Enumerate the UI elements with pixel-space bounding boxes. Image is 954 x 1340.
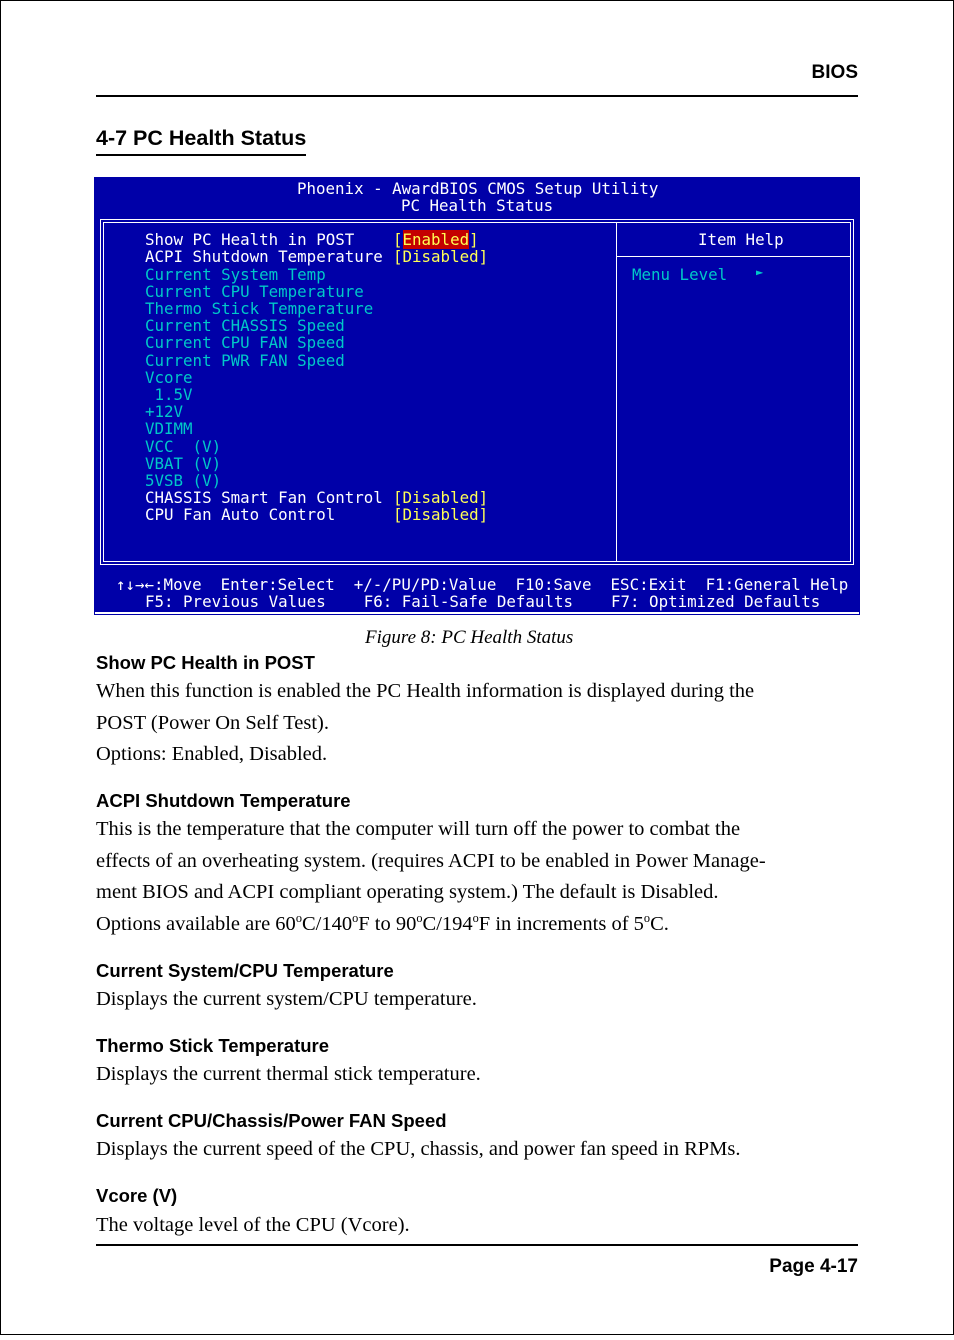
paragraph-thermo-stick: [96, 1059, 858, 1091]
section-title: 4-7 PC Health Status: [96, 126, 306, 156]
bios-key-legend-line1: ↑↓→←:Move Enter:Select +/-/PU/PD:Value F10:Save ESC:Exit F1:General Help: [116, 575, 849, 594]
heading-fan-speed: Current CPU/Chassis/Power FAN Speed: [96, 1110, 447, 1131]
bios-item-cpu-temp: Current CPU Temperature: [145, 282, 364, 301]
bios-item-1-5v: 1.5V: [145, 385, 193, 404]
bios-item-chassis-speed: Current CHASSIS Speed: [145, 316, 345, 335]
bios-item-vcore: Vcore: [145, 368, 193, 387]
heading-acpi-shutdown: ACPI Shutdown Temperature: [96, 790, 351, 811]
bios-item-vbat: VBAT (V): [145, 454, 222, 473]
bios-screen: [95, 178, 859, 614]
bios-key-legend-line2: F5: Previous Values F6: Fail-Safe Defaults F7: Optimized Defaults: [145, 592, 821, 611]
text-line: Displays the current system/CPU temperature.: [96, 988, 477, 1010]
bios-item-help-title: Item Help: [698, 230, 784, 249]
bios-item-cpu-fan-auto-value[interactable]: [Disabled]: [393, 505, 489, 524]
text-line: effects of an overheating system. (requires ACPI to be enabled in Power Manage-: [96, 849, 766, 872]
bios-item-acpi-shutdown-label[interactable]: ACPI Shutdown Temperature: [145, 247, 383, 266]
bios-item-system-temp: Current System Temp: [145, 265, 326, 284]
paragraph-fan-speed: [96, 1134, 858, 1166]
options-line: Options available are 60$^o$C/140$^o$F to 90$^o$C/194$^o$F in increments of 5$^o$C.: [96, 910, 669, 935]
paragraph-acpi-shutdown: [96, 814, 858, 940]
text-line: Displays the current speed of the CPU, chassis, and power fan speed in RPMs.: [96, 1138, 741, 1160]
paragraph-show-pc-health: [96, 676, 858, 771]
text-line: Options: Enabled, Disabled.: [96, 743, 328, 765]
heading-show-pc-health: Show PC Health in POST: [96, 652, 315, 673]
text-line: POST (Power On Self Test).: [96, 711, 329, 734]
bios-help-title-divider: [617, 256, 851, 257]
bios-item-pwr-fan-speed: Current PWR FAN Speed: [145, 351, 345, 370]
running-header: BIOS: [811, 62, 858, 83]
bios-item-show-pc-health-label[interactable]: Show PC Health in POST: [145, 230, 355, 249]
bios-item-5vsb: 5VSB (V): [145, 471, 222, 490]
heading-current-temp: Current System/CPU Temperature: [96, 960, 394, 981]
bios-item-thermo-stick: Thermo Stick Temperature: [145, 299, 374, 318]
paragraph-vcore: [96, 1210, 858, 1242]
figure-caption: Figure 8: PC Health Status: [365, 627, 574, 648]
heading-thermo-stick: Thermo Stick Temperature: [96, 1035, 330, 1056]
bios-help-divider: [616, 222, 617, 562]
text-line: ment BIOS and ACPI compliant operating system.) The default is Disabled.: [96, 881, 719, 903]
text-line: This is the temperature that the computer will turn off the power to combat the: [96, 818, 741, 840]
text-line: The voltage level of the CPU (Vcore).: [96, 1214, 410, 1236]
bios-item-cpu-fan-auto-label[interactable]: CPU Fan Auto Control: [145, 505, 336, 524]
heading-vcore: Vcore (V): [96, 1185, 178, 1206]
bios-title: Phoenix - AwardBIOS CMOS Setup Utility: [297, 179, 659, 198]
page-number: Page 4-17: [769, 1256, 858, 1277]
bios-item-acpi-shutdown-value[interactable]: [Disabled]: [393, 247, 489, 266]
bios-item-vdimm: VDIMM: [145, 419, 193, 438]
text-line: When this function is enabled the PC Health information is displayed during the: [96, 680, 755, 702]
bios-item-12v: +12V: [145, 402, 184, 421]
text-line: Displays the current thermal stick temperature.: [96, 1063, 481, 1085]
menu-level-arrow-icon: ►: [756, 265, 764, 279]
paragraph-current-temp: [96, 984, 858, 1016]
bios-selected-value[interactable]: Enabled: [402, 230, 470, 249]
bios-subtitle: PC Health Status: [401, 196, 554, 215]
bios-item-cpu-fan-speed: Current CPU FAN Speed: [145, 333, 345, 352]
footer-rule: [96, 1244, 858, 1246]
bios-item-chassis-fan-control-value[interactable]: [Disabled]: [393, 488, 489, 507]
bios-item-vcc: VCC (V): [145, 437, 222, 456]
header-rule: [96, 95, 858, 97]
bios-item-chassis-fan-control-label[interactable]: CHASSIS Smart Fan Control: [145, 488, 383, 507]
bios-menu-level-label: Menu Level: [632, 265, 728, 284]
bios-item-show-pc-health-value[interactable]: [Enabled]: [393, 230, 479, 249]
